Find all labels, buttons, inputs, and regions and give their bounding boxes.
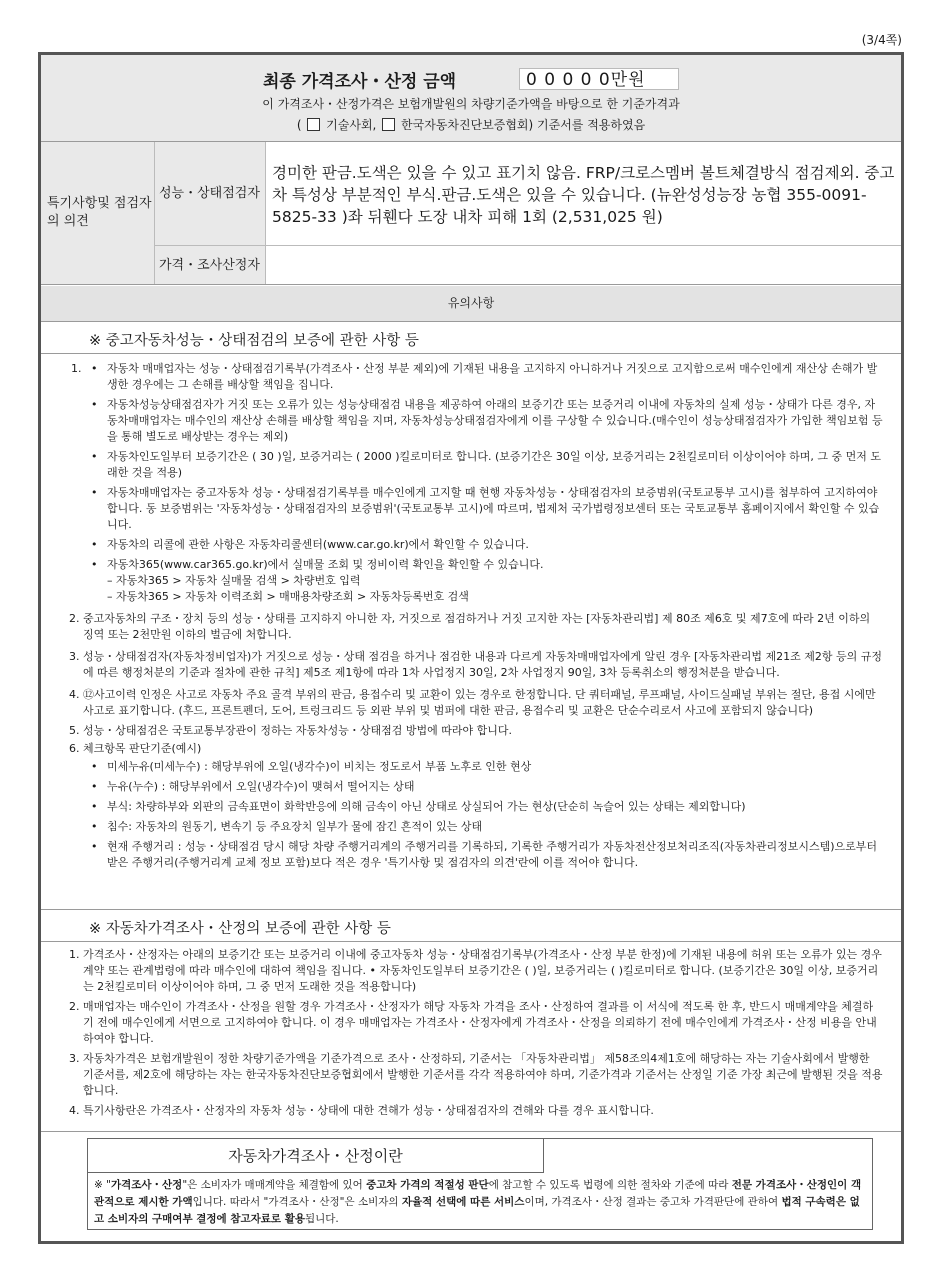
- price-amount-field[interactable]: [519, 68, 679, 90]
- list-item: • 현재 주행거리 : 성능・상태점검 당시 해당 차량 주행거리계의 주행거리를 기록하되, 기록한 주행거리가 자동차전산정보처리조직(자동차관리정보시스템)으로부터 받은 주행거리(주행거리계 교체 정보 포함)보다 적은 경우 '특기사항 및 점검자의 의견'란에 이를 적어야 합니다.: [69, 839, 883, 871]
- engineers-society-label: 기술사회,: [326, 118, 377, 132]
- price-assessor-label: 가격・조사산정자: [155, 246, 266, 284]
- opinion-section: [41, 142, 901, 285]
- list-item: 3. 자동차가격은 보험개발원이 정한 차량기준가액을 기준가격으로 조사・산정하되, 기준서는 「자동차관리법」 제58조의4제1호에 해당하는 자는 기술사회에서 발행한 기준서를, 제2호에 해당하는 자는 한국자동차진단보증협회에서 발행한 기준서를 각각 적용하여야 하며, 기준가격과 기준서는 산정일 기준 가장 최근에 발행된 것을 적용합니다.: [69, 1052, 883, 1097]
- price-notice-list: [69, 947, 883, 1119]
- list-item: • 침수: 자동차의 원동기, 변속기 등 주요장치 일부가 물에 잠긴 흔적이 있는 상태: [69, 819, 883, 835]
- definition-text-bold: 전문 가격조사・산정인이 객관적으로 제시한 가액: [94, 1179, 862, 1208]
- page-number: (3/4쪽): [861, 33, 902, 47]
- item1-number: 1.: [71, 362, 82, 375]
- list-item: 4. 특기사항란은 가격조사・산정자의 자동차 성능・상태에 대한 견해가 성능・상태점검자의 견해와 다를 경우 표시합니다.: [69, 1104, 654, 1117]
- price-amount-value: 0 0 0 0 0: [526, 70, 611, 90]
- list-item: 3. 성능・상태점검자(자동차정비업자)가 거짓으로 성능・상태 점검을 하거나 점검한 내용과 다르게 자동차매매업자에게 알린 경우 [자동차관리법 제21조 제2항 등의 규정에 따른 행정처분의 기준과 절차에 관한 규칙] 제5조 제1항에 따라 1차 사업정지 30일, 2차 사업정지 90일, 3차 등록취소의 행정처분을 받습니다.: [69, 650, 882, 679]
- list-item: • 자동차인도일부터 보증기간은 ( 30 )일, 보증거리는 ( 2000 )킬로미터로 합니다. (보증기간은 30일 이상, 보증거리는 2천킬로미터 이상이어야 하며, 그 중 먼저 도래한 것을 적용): [69, 449, 883, 481]
- final-price-title: 최종 가격조사・산정 금액: [263, 72, 457, 92]
- inspector-label: 성능・상태점검자: [155, 142, 266, 246]
- definition-text-bold: 법적 구속력은 없고 소비자의 구매여부 결정에 참고자료로 활용: [94, 1196, 860, 1225]
- list-item: 2. 중고자동차의 구조・장치 등의 성능・상태를 고지하지 아니한 자, 거짓으로 점검하거나 거짓 고지한 자는 [자동차관리법] 제 80조 제6호 및 제7호에 따라 2년 이하의 징역 또는 2천만원 이하의 벌금에 처합니다.: [69, 612, 871, 641]
- notice-title: 유의사항: [41, 286, 901, 322]
- list-item: 5. 성능・상태점검은 국토교통부장관이 정하는 자동차성능・상태점검 방법에 따라야 합니다.: [69, 724, 513, 737]
- list-item: 2. 매매업자는 매수인이 가격조사・산정을 원할 경우 가격조사・산정자가 해당 자동차 가격을 조사・산정하여 결과를 이 서식에 적도록 한 후, 반드시 매매계약을 체결하기 전에 매수인에게 서면으로 고지하여야 합니다. 이 경우 매매업자는 가격조사・산정자에게 가격조사・산정을 의뢰하기 전에 매수인에게 가격조사・산정 비용을 안내하여야 합니다.: [69, 1000, 877, 1045]
- list-item: • 부식: 차량하부와 외판의 금속표면이 화학반응에 의해 금속이 아닌 상태로 상실되어 가는 현상(단순히 녹슬어 있는 상태는 제외합니다): [69, 799, 883, 815]
- open-paren: (: [296, 118, 302, 132]
- final-price-section: [41, 55, 901, 142]
- list-item: • 누유(누수) : 해당부위에서 오일(냉각수)이 맺혀서 떨어지는 상태: [69, 779, 883, 795]
- inspector-opinion-text[interactable]: 경미한 판금.도색은 있을 수 있고 표기치 않음. FRP/크로스멤버 볼트체결방식 점검제외. 중고차 특성상 부분적인 부식.판금.도색은 있을 수 있습니다. (뉴완성성능장 농협 355-0091-5825-33 )좌 뒤휀다 도장 내차 피해 1회 (2,531,025 원): [266, 142, 901, 246]
- list-item: 6. 체크항목 판단기준(예시): [69, 742, 202, 755]
- price-assessor-opinion-field[interactable]: [266, 246, 901, 284]
- divider: [41, 941, 901, 942]
- performance-guarantee-heading: ※ 중고자동차성능・상태점검의 보증에 관한 사항 등: [89, 333, 419, 349]
- divider: [41, 1131, 901, 1132]
- form-frame: [38, 52, 904, 1244]
- definition-title: 자동차가격조사・산정이란: [88, 1139, 544, 1173]
- list-subitem: – 자동차365 > 자동차 이력조회 > 매매용차량조회 > 자동차등록번호 검색: [107, 590, 469, 603]
- price-amount-unit: 만원: [610, 70, 646, 90]
- definition-text-part: 입니다. 따라서 "가격조사・산정"은 소비자의: [192, 1196, 402, 1208]
- price-guarantee-heading: ※ 자동차가격조사・산정의 보증에 관한 사항 등: [89, 921, 391, 937]
- diagnosis-association-checkbox[interactable]: [382, 118, 395, 131]
- definition-text-bold: 중고차 가격의 적절성 판단: [366, 1179, 489, 1191]
- list-subitem: – 자동차365 > 자동차 실매물 검색 > 차량번호 입력: [107, 574, 361, 587]
- list-item: 1. 가격조사・산정자는 아래의 보증기간 또는 보증거리 이내에 중고자동차 성능・상태점검기록부(가격조사・산정 부분 한정)에 기재된 내용에 허위 또는 오류가 있는 경우 계약 또는 관계법령에 따라 매수인에 대하여 책임을 집니다. • 자동차인도일부터 보증기간은 ( )일, 보증거리는 ( )킬로미터로 합니다. (보증기간은 30일 이상, 보증거리는 2천킬로미터 이상이어야 하며, 그 중 먼저 도래한 것을 적용합니다): [69, 948, 882, 993]
- definition-text-part: "은 소비자가 매매계약을 체결함에 있어: [182, 1179, 367, 1191]
- definition-text-part: 됩니다.: [305, 1213, 339, 1225]
- divider: [41, 353, 901, 354]
- price-basis-line: 이 가격조사・산정가격은 보험개발원의 차량기준가액을 바탕으로 한 기준가격과: [262, 97, 680, 111]
- performance-notice-list: [69, 361, 883, 871]
- list-item: • 자동차의 리콜에 관한 사항은 자동차리콜센터(www.car.go.kr)에서 확인할 수 있습니다.: [69, 537, 883, 553]
- definition-text-part: 에 참고할 수 있도록 법령에 의한 절차와 기준에 따라: [488, 1179, 732, 1191]
- list-item: • 자동차365(www.car365.go.kr)에서 실매물 조회 및 정비이력 확인을 확인할 수 있습니다.: [69, 557, 883, 573]
- list-item: • 자동차성능상태점검자가 거짓 또는 오류가 있는 성능상태점검 내용을 제공하여 아래의 보증기간 또는 보증거리 이내에 자동차의 실제 성능・상태가 다른 경우, 자동차매매업자는 매수인의 재산상 손해를 배상할 책임을 지며, 자동차성능상태점검자에게 이를 구상할 수 있습니다.(매수인이 성능상태점검자가 가입한 책임보험 등을 통해 별도로 배상받는 경우는 제외): [69, 397, 883, 445]
- definition-text-bold: 가격조사・산정: [110, 1179, 183, 1191]
- divider: [41, 909, 901, 910]
- engineers-society-checkbox[interactable]: [307, 118, 320, 131]
- definition-text-part: 이며, 가격조사・산정 결과는 중고차 가격판단에 관하여: [524, 1196, 782, 1208]
- definition-box: [87, 1138, 873, 1230]
- opinion-section-label: 특기사항및 점검자의 의견: [41, 142, 155, 284]
- list-item: • 자동차 매매업자는 성능・상태점검기록부(가격조사・산정 부분 제외)에 기재된 내용을 고지하지 아니하거나 거짓으로 고지함으로써 매수인에게 재산상 손해가 발생한 경우에는 그 손해를 배상할 책임을 집니다.: [69, 361, 883, 393]
- list-item: • 자동차매매업자는 중고자동차 성능・상태점검기록부를 매수인에게 고지할 때 현행 자동차성능・상태점검자의 보증범위(국토교통부 고시)를 첨부하여 고지하여야 합니다. 동 보증범위는 '자동차성능・상태점검자의 보증범위'(국토교통부 고시)에 따르며, 법제처 국가법령정보센터 또는 국토교통부 홈페이지에서 확인할 수 있습니다.: [69, 485, 883, 533]
- definition-text-part: ※ ": [94, 1179, 111, 1191]
- list-item: • 미세누유(미세누수) : 해당부위에 오일(냉각수)이 비치는 정도로서 부품 노후로 인한 현상: [69, 759, 883, 775]
- definition-text: [94, 1177, 864, 1228]
- definition-text-bold: 자율적 선택에 따른 서비스: [401, 1196, 525, 1208]
- diagnosis-association-label: 한국자동차진단보증협회) 기준서를 적용하였음: [401, 118, 646, 132]
- list-item: 4. ⑫사고이력 인정은 사고로 자동차 주요 골격 부위의 판금, 용접수리 및 교환이 있는 경우로 한정합니다. 단 쿼터패널, 루프패널, 사이드실패널 부위는 절단, 용접 시에만 사고로 표기합니다. (후드, 프론트펜더, 도어, 트렁크리드 등 외판 부위 및 범퍼에 대한 판금, 용접수리 및 교환은 단순수리로서 사고에 포함되지 않습니다): [69, 688, 876, 717]
- standard-options: [41, 116, 901, 133]
